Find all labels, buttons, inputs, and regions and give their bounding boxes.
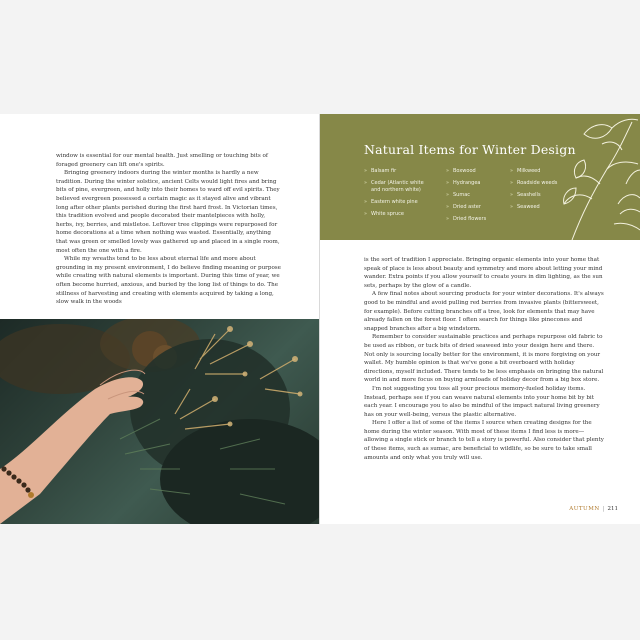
list-item: » Dried flowers [446,216,487,222]
list-item: » Seaweed [510,204,540,210]
page-number: 211 [607,506,618,512]
list-item: » Cedar (Atlantic white and northern white) [364,180,424,193]
paragraph: Remember to consider sustainable practices and perhaps repurpose old fabric to be used as ribbon, or tuck bits of dried seaweed into your design here and there. Not only is sourcing locally better for the environment, it is more forgiving on your wallet. My humble opinion is that we've gone a bit overboard with holiday directions, myself included. There tends to be less emphasis on bringing the natural world in and more focus on buying armloads of holiday decor from a big box store. [364,334,604,384]
list-item: » Eastern white pine [364,199,418,205]
wreath-photo [0,319,319,524]
book-spread [0,114,640,524]
sidebar-box [320,114,640,240]
left-page [0,114,319,524]
list-item: » Dried aster [446,204,481,210]
list-item: » Roadside weeds [510,180,558,186]
bullet-icon: » [446,168,450,174]
bullet-icon: » [446,216,450,222]
item-column [364,168,434,223]
paragraph: window is essential for our mental health. Just smelling or touching bits of foraged greenery can lift one's spirits. [56,153,268,168]
bullet-icon: » [446,180,450,186]
page-footer [569,506,618,512]
list-item: » Hydrangea [446,180,481,186]
paragraph: is the sort of tradition I appreciate. Bringing organic elements into your home that speak of place is less about beauty and symmetry and more about letting your mind wander. Extra points if you allow yourself to create yours in dim lighting, as the sun sets, perhaps by the glow of a candle. [364,257,603,289]
list-item: » Seashells [510,192,541,198]
bullet-icon: » [510,204,514,210]
bullet-icon: » [510,192,514,198]
bullet-icon: » [510,180,514,186]
paragraph: A few final notes about sourcing products for your winter decorations. It's always good to be mindful and avoid pulling red berries from invasive plants (bittersweet, for example). Before cutting branches off a tree, look for elements that may have already fallen on the forest floor. I often search for things like pinecones and snapped branches after a big windstorm. [364,291,604,332]
bullet-icon: » [364,180,368,186]
paragraph: I'm not suggesting you toss all your precious memory-fueled holiday items. Instead, perhaps see if you can weave natural elements into your home bit by bit each year. I encourage you to also be mindful of the impact natural living greenery has on your well-being, versus the plastic alternative. [364,385,600,418]
paragraph: Bringing greenery indoors during the winter months is hardly a new tradition. During the winter solstice, ancient Celts would light fires and bring bits of pine, evergreen, and holly into their homes to ward off evil spirits. They believed evergreen possessed a certain magic as it stayed alive and vibrant long after other plants perished during the first hard frost. In Victorian times, this tradition evolved and people decorated their mantelpieces with holly, herbs, ivy, berries, and mistletoe. Leftover tree clippings were repurposed for home decorations at a time when nothing was wasted. Essentially, anything that was green or smelled lovely was gathered up and placed in a single room, most often the one with a fire. [56,170,280,254]
bullet-icon: » [446,192,450,198]
right-page [320,114,640,524]
paragraph: Here I offer a list of some of the items I source when creating designs for the home during the winter season. With most of these items I find less is more—allowing a single stick or branch to tell a story is powerful. Also consider that plenty of these items, such as sumac, are beneficial to wildlife, so be sure to take small amounts and only what you truly will use. [364,420,604,461]
list-item: » Balsam fir [364,168,397,174]
list-item: » Sumac [446,192,471,198]
item-column [446,168,508,228]
list-item: » Boxwood [446,168,476,174]
list-item: » Milkweed [510,168,541,174]
bullet-icon: » [364,199,368,205]
section-name: AUTUMN [569,506,600,512]
sidebar-title: Natural Items for Winter Design [364,142,576,157]
bullet-icon: » [364,211,368,217]
floral-line-art-icon [562,114,640,240]
left-body-text [56,152,282,307]
bullet-icon: » [364,168,368,174]
wreath-illustration [0,319,319,524]
right-body-text [364,256,604,462]
folio-separator: | [602,506,605,512]
bullet-icon: » [510,168,514,174]
list-item: » White spruce [364,211,404,217]
paragraph: While my wreaths tend to be less about eternal life and more about grounding in my present environment, I do believe finding meaning or purpose while creating with natural elements is important. During this time of year, we often become hurried, anxious, and buried by the long list of things to do. The stillness of harvesting and creating with elements acquired by taking a long, slow walk in the woods [56,256,281,306]
bullet-icon: » [446,204,450,210]
